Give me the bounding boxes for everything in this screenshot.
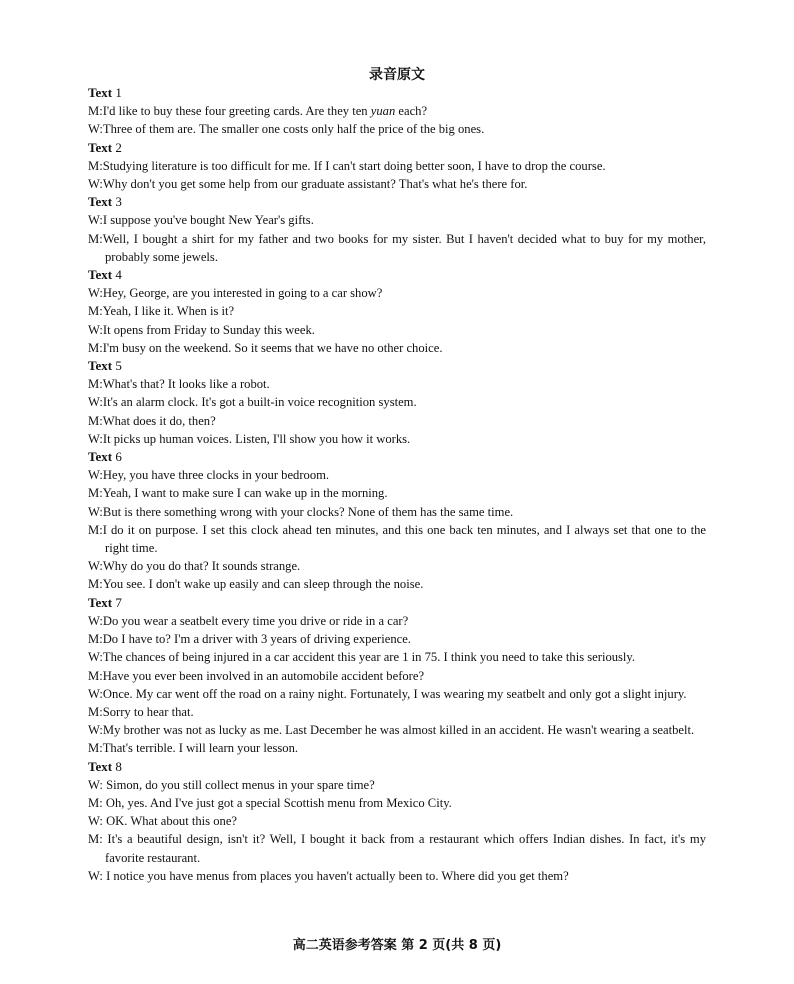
dialogue-text: OK. What about this one?: [102, 814, 237, 829]
speaker-label: M:: [88, 795, 103, 810]
speaker-label: M:: [88, 158, 103, 173]
speaker-label: W:: [88, 650, 103, 665]
dialogue-text: It picks up human voices. Listen, I'll show you how it works.: [102, 431, 411, 446]
speaker-label: W:: [88, 814, 103, 829]
section-heading-number: 4: [115, 267, 122, 283]
section-heading-label: Text: [88, 358, 113, 374]
speaker-label: W:: [88, 322, 103, 337]
section-heading-label: Text: [88, 449, 113, 465]
dialogue-text: Sorry to hear that.: [102, 704, 194, 719]
dialogue-text: It's an alarm clock. It's got a built-in voice recognition system.: [102, 395, 417, 410]
dialogue-text: You see. I don't wake up easily and can sleep through the noise.: [102, 577, 424, 592]
speaker-label: W:: [88, 286, 103, 301]
section-heading-number: 2: [115, 139, 122, 155]
dialogue-text: Why don't you get some help from our graduate assistant? That's what he's there for.: [102, 177, 528, 192]
section-heading-number: 1: [115, 85, 122, 100]
dialogue-line: [88, 211, 706, 229]
section-heading-number: 8: [115, 758, 122, 774]
dialogue-text: Oh, yes. And I've just got a special Scottish menu from Mexico City.: [102, 795, 452, 810]
dialogue-line: [88, 503, 706, 521]
dialogue-text: I do it on purpose. I set this clock ahead ten minutes, and this one back ten minutes, and I always set that one to the right time.: [102, 522, 706, 556]
dialogue-text: Yeah, I like it. When is it?: [102, 304, 235, 319]
dialogue-text: Yeah, I want to make sure I can wake up in the morning.: [102, 486, 388, 501]
dialogue-text: Simon, do you still collect menus in your spare time?: [102, 777, 375, 792]
dialogue-line: [88, 375, 706, 393]
section-heading: [88, 594, 706, 612]
section-heading: [88, 448, 706, 466]
dialogue-text: I notice you have menus from places you haven't actually been to. Where did you get them?: [102, 868, 569, 883]
dialogue-text: Once. My car went off the road on a rainy night. Fortunately, I was wearing my seatbelt and only got a slight injury.: [102, 686, 687, 701]
dialogue-text: It opens from Friday to Sunday this week.: [102, 322, 315, 337]
section-heading-label: Text: [88, 758, 113, 774]
dialogue-line: [88, 867, 706, 885]
speaker-label: M:: [88, 413, 103, 428]
speaker-label: W:: [88, 395, 103, 410]
speaker-label: W:: [88, 868, 103, 883]
dialogue-line: [88, 412, 706, 430]
dialogue-text: Do you wear a seatbelt every time you drive or ride in a car?: [102, 613, 409, 628]
dialogue-text: What does it do, then?: [102, 413, 216, 428]
section-heading-label: Text: [88, 85, 113, 100]
dialogue-line: [88, 612, 706, 630]
dialogue-text: Do I have to? I'm a driver with 3 years of driving experience.: [102, 632, 411, 647]
dialogue-text: I'd like to buy these four greeting cards. Are they ten yuan each?: [102, 104, 428, 119]
section-heading-label: Text: [88, 139, 113, 155]
dialogue-text: But is there something wrong with your clocks? None of them has the same time.: [102, 504, 514, 519]
section-heading: [88, 266, 706, 284]
speaker-label: M:: [88, 104, 103, 119]
speaker-label: W:: [88, 213, 103, 228]
dialogue-line: [88, 102, 706, 120]
speaker-label: M:: [88, 522, 103, 537]
speaker-label: W:: [88, 122, 103, 137]
document-title: 录音原文: [369, 67, 425, 83]
dialogue-line: [88, 630, 706, 648]
section-heading: [88, 193, 706, 211]
speaker-label: M:: [88, 486, 103, 501]
speaker-label: M:: [88, 668, 103, 683]
dialogue-line: [88, 466, 706, 484]
speaker-label: W:: [88, 723, 103, 738]
speaker-label: M:: [88, 231, 103, 246]
dialogue-line: [88, 521, 706, 557]
speaker-label: W:: [88, 686, 103, 701]
dialogue-line: [88, 157, 706, 175]
dialogue-line: [88, 302, 706, 320]
section-heading: [88, 139, 706, 157]
section-heading-number: 6: [115, 449, 122, 465]
dialogue-line: [88, 284, 706, 302]
dialogue-text: What's that? It looks like a robot.: [102, 377, 270, 392]
dialogue-line: [88, 721, 706, 739]
speaker-label: M:: [88, 340, 103, 355]
dialogue-line: [88, 557, 706, 575]
dialogue-line: [88, 321, 706, 339]
dialogue-line: [88, 812, 706, 830]
speaker-label: M:: [88, 832, 103, 847]
section-heading: [88, 357, 706, 375]
dialogue-text: That's terrible. I will learn your lesson.: [102, 741, 299, 756]
dialogue-line: [88, 430, 706, 448]
page-footer: 高二英语参考答案 第 2 页(共 8 页): [292, 938, 502, 953]
dialogue-text: Hey, George, are you interested in going to a car show?: [102, 286, 383, 301]
speaker-label: W:: [88, 559, 103, 574]
speaker-label: M:: [88, 704, 103, 719]
dialogue-line: [88, 393, 706, 411]
dialogue-text: Three of them are. The smaller one costs only half the price of the big ones.: [102, 122, 485, 137]
dialogue-line: [88, 703, 706, 721]
speaker-label: M:: [88, 632, 103, 647]
speaker-label: W:: [88, 504, 103, 519]
dialogue-text: Why do you do that? It sounds strange.: [102, 559, 301, 574]
dialogue-text: Hey, you have three clocks in your bedroom.: [102, 468, 330, 483]
dialogue-line: [88, 667, 706, 685]
section-heading-label: Text: [88, 594, 113, 610]
dialogue-line: [88, 175, 706, 193]
speaker-label: M:: [88, 377, 103, 392]
dialogue-line: [88, 120, 706, 138]
dialogue-line: [88, 739, 706, 757]
dialogue-line: [88, 794, 706, 812]
dialogue-text: It's a beautiful design, isn't it? Well, I bought it back from a restaurant which offers Indian dishes. In fact, it's my favorite restaurant.: [102, 832, 706, 865]
dialogue-text: Well, I bought a shirt for my father and two books for my sister. But I haven't decided what to buy for my mother, probably some jewels.: [102, 231, 706, 264]
speaker-label: M:: [88, 741, 103, 756]
dialogue-text: My brother was not as lucky as me. Last December he was almost killed in an accident. He wasn't wearing a seatbelt.: [102, 723, 695, 738]
dialogue-text: The chances of being injured in a car accident this year are 1 in 75. I think you need to take this seriously.: [102, 650, 636, 665]
section-heading-number: 7: [115, 594, 122, 610]
speaker-label: W:: [88, 431, 103, 446]
speaker-label: M:: [88, 577, 103, 592]
section-heading-label: Text: [88, 194, 113, 210]
speaker-label: W:: [88, 468, 103, 483]
section-heading-number: 5: [115, 358, 122, 374]
speaker-label: W:: [88, 177, 103, 192]
section-heading: [88, 758, 706, 776]
dialogue-line: [88, 830, 706, 866]
section-heading: [88, 84, 706, 102]
dialogue-line: [88, 648, 706, 666]
speaker-label: W:: [88, 777, 103, 792]
speaker-label: W:: [88, 613, 103, 628]
dialogue-line: [88, 230, 706, 266]
dialogue-text: Have you ever been involved in an automobile accident before?: [102, 668, 425, 683]
dialogue-line: [88, 339, 706, 357]
dialogue-text: I'm busy on the weekend. So it seems that we have no other choice.: [102, 340, 443, 355]
dialogue-line: [88, 776, 706, 794]
dialogue-text: Studying literature is too difficult for me. If I can't start doing better soon, I have to drop the course.: [102, 158, 606, 173]
transcript-content: [88, 84, 706, 885]
section-heading-label: Text: [88, 267, 113, 283]
dialogue-text: I suppose you've bought New Year's gifts.: [102, 213, 314, 228]
speaker-label: M:: [88, 304, 103, 319]
section-heading-number: 3: [115, 194, 122, 210]
dialogue-line: [88, 685, 706, 703]
dialogue-line: [88, 484, 706, 502]
dialogue-line: [88, 575, 706, 593]
